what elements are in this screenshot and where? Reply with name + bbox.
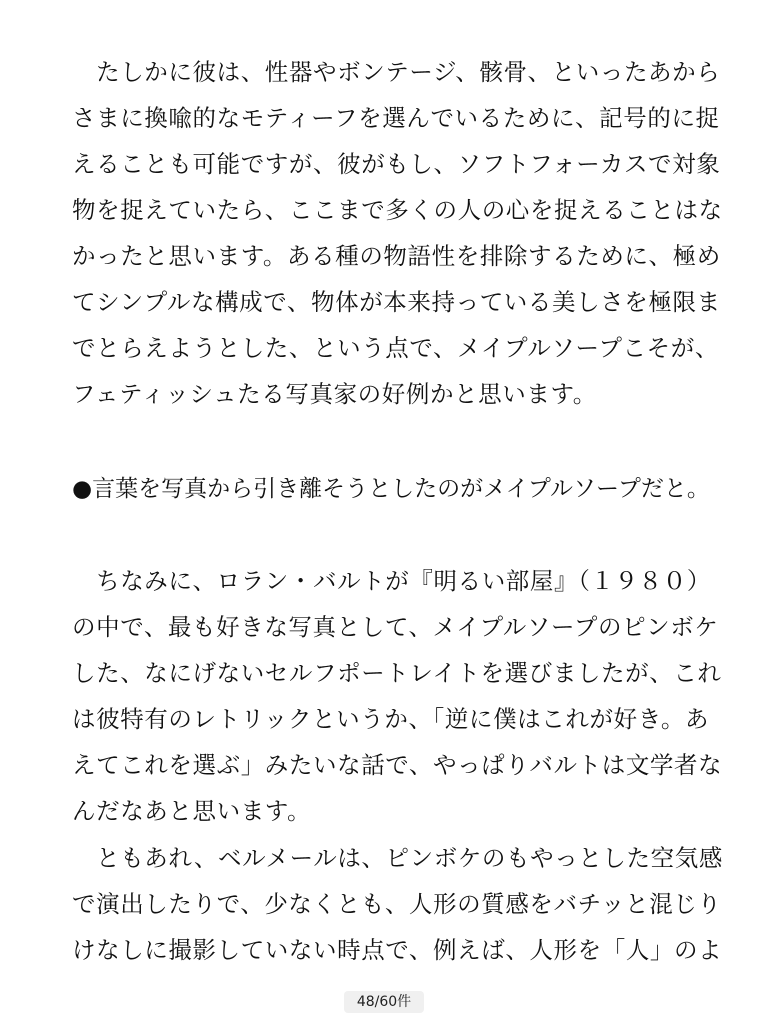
text-line: さまに換喩的なモティーフを選んでいるために、記号的に捉 <box>72 104 720 132</box>
text-line: した、なにげないセルフポートレイトを選びましたが、これ <box>72 659 722 687</box>
text-line: けなしに撮影していない時点で、例えば、人形を「人」のよ <box>72 936 723 964</box>
section-heading: ●言葉を写真から引き離そうとしたのがメイプルソープだと。 <box>72 476 710 502</box>
text-line: 物を捉えていたら、ここまで多くの人の心を捉えることはな <box>72 196 723 224</box>
text-line: えることも可能ですが、彼がもし、ソフトフォーカスで対象 <box>72 150 721 178</box>
text-line: んだなあと思います。 <box>72 797 312 825</box>
text-line: てシンプルな構成で、物体が本来持っている美しさを極限ま <box>72 288 721 316</box>
text-line: ともあれ、ベルメールは、ピンボケのもやっとした空気感 <box>72 844 723 872</box>
text-line: かったと思います。ある種の物語性を排除するために、極め <box>72 242 721 270</box>
text-line: でとらえようとした、という点で、メイプルソープこそが、 <box>72 334 719 362</box>
text-line: ちなみに、ロラン・バルトが『明るい部屋』（１９８０） <box>72 567 711 595</box>
text-line: は彼特有のレトリックというか、「逆に僕はこれが好き。あ <box>72 705 710 733</box>
text-line: の中で、最も好きな写真として、メイプルソープのピンボケ <box>72 613 719 641</box>
page-counter: 48/60件 <box>344 991 424 1013</box>
text-line: たしかに彼は、性器やボンテージ、骸骨、といったあから <box>72 58 721 86</box>
text-line: フェティッシュたる写真家の好例かと思います。 <box>72 380 597 408</box>
text-line: えてこれを選ぶ」みたいな話で、やっぱりバルトは文学者な <box>72 751 723 779</box>
text-line: で演出したりで、少なくとも、人形の質感をバチッと混じり <box>72 890 722 918</box>
